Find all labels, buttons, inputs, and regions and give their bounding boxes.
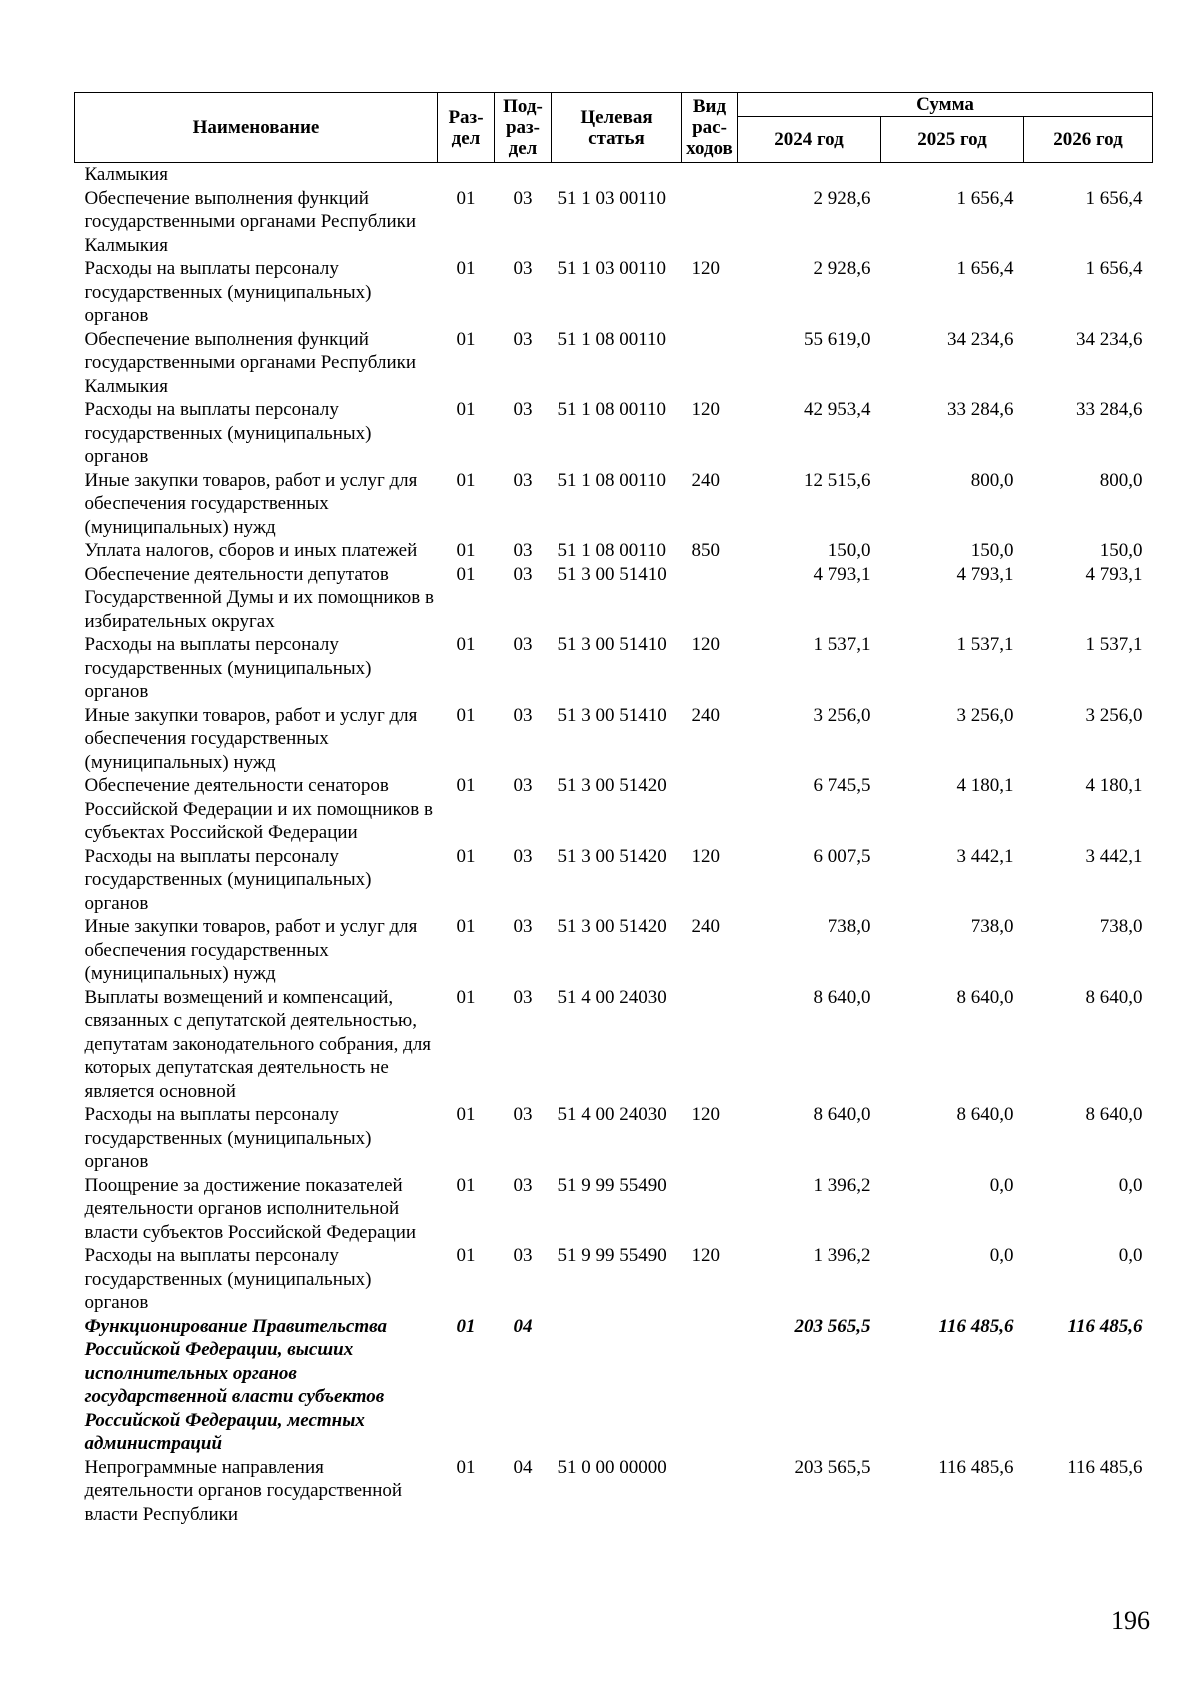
row-sum-2026: 3 256,0	[1085, 704, 1143, 726]
row-sum-2026: 0,0	[1118, 1245, 1143, 1266]
row-razdel: 01	[456, 1456, 476, 1478]
table-row	[75, 986, 1153, 1104]
row-sum-2026: 1 656,4	[1085, 187, 1143, 209]
row-sum-2026: 33 284,6	[1076, 399, 1143, 420]
row-sum-2025: 0,0	[989, 1245, 1014, 1266]
row-target-article: 51 3 00 51420	[557, 775, 667, 796]
table-row	[75, 845, 1153, 916]
table-row	[75, 539, 1153, 563]
row-target-article: 51 3 00 51420	[557, 916, 667, 937]
row-name: Уплата налогов, сборов и иных платежей	[84, 540, 418, 561]
budget-table	[74, 92, 1153, 1526]
row-razdel: 01	[456, 1174, 476, 1196]
row-name: Расходы на выплаты персоналу государственных (муниципальных) органов	[84, 1104, 372, 1172]
row-sum-2026: 4 793,1	[1085, 563, 1143, 585]
row-target-article: 51 9 99 55490	[557, 1245, 667, 1266]
row-expense-type	[682, 1456, 738, 1527]
row-target-article: 51 9 99 55490	[557, 1174, 667, 1196]
row-target-article: 51 3 00 51410	[557, 634, 667, 655]
row-razdel: 01	[456, 1315, 476, 1337]
row-sum-2024: 203 565,5	[794, 1456, 871, 1478]
row-podrazdel: 03	[513, 540, 533, 561]
row-expense-type	[682, 563, 738, 634]
table-header	[75, 93, 1153, 163]
row-name: Обеспечение деятельности сенаторов Российской Федерации и их помощников в субъектах Российской Федерации	[84, 775, 433, 843]
row-sum-2026	[1024, 163, 1153, 187]
row-sum-2024: 55 619,0	[804, 328, 871, 350]
row-sum-2025: 8 640,0	[956, 986, 1014, 1008]
table-row	[75, 1315, 1153, 1456]
page-number: 196	[1111, 1606, 1150, 1635]
table-row	[75, 1456, 1153, 1527]
row-podrazdel: 03	[513, 187, 533, 209]
row-name: Выплаты возмещений и компенсаций, связанных с депутатской деятельностью, депутатам законодательного собрания, для которых депутатская деятельность не является основной	[84, 986, 432, 1102]
row-sum-2026: 116 485,6	[1067, 1456, 1143, 1478]
row-sum-2026: 8 640,0	[1085, 986, 1143, 1008]
row-sum-2025: 4 180,1	[956, 775, 1014, 796]
row-target-article: 51 1 08 00110	[557, 328, 667, 350]
row-sum-2024: 3 256,0	[813, 704, 871, 726]
row-sum-2026: 116 485,6	[1067, 1315, 1143, 1337]
table-row	[75, 1244, 1153, 1315]
row-name: Поощрение за достижение показателей деятельности органов исполнительной власти субъектов Российской Федерации	[84, 1174, 417, 1243]
row-razdel	[438, 163, 495, 187]
row-sum-2026: 0,0	[1118, 1174, 1143, 1196]
row-sum-2025: 0,0	[989, 1174, 1014, 1196]
row-expense-type: 120	[691, 399, 720, 420]
table-row	[75, 704, 1153, 775]
row-razdel: 01	[456, 1245, 476, 1266]
row-name: Иные закупки товаров, работ и услуг для обеспечения государственных (муниципальных) нужд	[84, 704, 418, 773]
row-podrazdel: 04	[513, 1315, 533, 1337]
row-sum-2024: 1 396,2	[813, 1174, 871, 1196]
row-sum-2024: 4 793,1	[813, 563, 871, 585]
row-name: Расходы на выплаты персоналу государственных (муниципальных) органов	[84, 258, 372, 326]
row-sum-2024: 42 953,4	[804, 399, 871, 420]
row-sum-2026: 150,0	[1099, 540, 1143, 561]
row-sum-2026: 34 234,6	[1076, 328, 1143, 350]
row-sum-2025: 8 640,0	[956, 1104, 1014, 1125]
row-razdel: 01	[456, 916, 476, 937]
row-expense-type: 120	[691, 258, 720, 279]
row-target-article	[552, 163, 682, 187]
row-razdel: 01	[456, 634, 476, 655]
row-razdel: 01	[456, 845, 476, 867]
row-podrazdel: 03	[513, 1174, 533, 1196]
row-expense-type: 240	[691, 916, 720, 937]
row-sum-2026: 3 442,1	[1085, 845, 1143, 867]
table-body	[75, 163, 1153, 1527]
row-podrazdel: 04	[513, 1456, 533, 1478]
table-row	[75, 398, 1153, 469]
row-target-article: 51 4 00 24030	[557, 986, 667, 1008]
row-sum-2024: 1 537,1	[813, 634, 871, 655]
row-podrazdel: 03	[513, 634, 533, 655]
row-podrazdel: 03	[513, 1245, 533, 1266]
row-razdel: 01	[456, 469, 476, 491]
row-sum-2025: 3 256,0	[956, 704, 1014, 726]
row-sum-2024: 8 640,0	[813, 986, 871, 1008]
row-target-article: 51 3 00 51410	[557, 704, 667, 726]
row-razdel: 01	[456, 986, 476, 1008]
row-sum-2025: 34 234,6	[947, 328, 1014, 350]
row-target-article	[552, 1315, 682, 1456]
table-row	[75, 774, 1153, 845]
row-name: Расходы на выплаты персоналу государственных (муниципальных) органов	[84, 634, 372, 702]
row-razdel: 01	[456, 328, 476, 350]
row-sum-2026: 8 640,0	[1085, 1104, 1143, 1125]
header-podrazdel: Под- раз- дел	[495, 93, 552, 163]
row-razdel: 01	[456, 775, 476, 796]
row-expense-type: 850	[691, 540, 720, 561]
header-sum: Сумма	[738, 93, 1153, 117]
row-podrazdel: 03	[513, 258, 533, 279]
row-sum-2025: 1 656,4	[956, 187, 1014, 209]
row-podrazdel: 03	[513, 399, 533, 420]
row-sum-2026: 738,0	[1099, 916, 1143, 937]
table-row	[75, 1174, 1153, 1245]
row-razdel: 01	[456, 399, 476, 420]
row-sum-2024: 6 007,5	[813, 845, 871, 867]
row-expense-type	[682, 163, 738, 187]
row-name: Функционирование Правительства Российской Федерации, высших исполнительных органов государственной власти субъектов Российской Федерации, местных администраций	[84, 1315, 387, 1454]
row-podrazdel: 03	[513, 469, 533, 491]
table-row	[75, 187, 1153, 258]
row-sum-2026: 800,0	[1099, 469, 1143, 491]
row-expense-type: 120	[691, 634, 720, 655]
table-row	[75, 563, 1153, 634]
row-sum-2024: 2 928,6	[813, 258, 871, 279]
row-expense-type	[682, 1315, 738, 1456]
row-podrazdel: 03	[513, 328, 533, 350]
row-target-article: 51 1 08 00110	[557, 469, 667, 491]
row-sum-2024: 1 396,2	[813, 1245, 871, 1266]
row-target-article: 51 1 03 00110	[557, 258, 667, 279]
row-name: Иные закупки товаров, работ и услуг для обеспечения государственных (муниципальных) нужд	[84, 469, 418, 538]
table-row	[75, 328, 1153, 399]
row-target-article: 51 1 03 00110	[557, 187, 667, 209]
row-expense-type: 120	[691, 1245, 720, 1266]
row-sum-2025: 1 537,1	[956, 634, 1014, 655]
table-row	[75, 633, 1153, 704]
row-sum-2025: 116 485,6	[938, 1315, 1014, 1337]
row-podrazdel: 03	[513, 986, 533, 1008]
row-expense-type: 120	[691, 845, 720, 867]
header-expense-type: Вид рас- ходов	[682, 93, 738, 163]
row-name: Непрограммные направления деятельности органов государственной власти Республики	[84, 1456, 403, 1525]
row-target-article: 51 1 08 00110	[557, 399, 667, 420]
row-name: Калмыкия	[84, 164, 168, 185]
row-sum-2025: 116 485,6	[938, 1456, 1014, 1478]
header-razdel: Раз- дел	[438, 93, 495, 163]
row-sum-2025	[881, 163, 1024, 187]
header-year-2025: 2025 год	[881, 117, 1024, 163]
header-year-2026: 2026 год	[1024, 117, 1153, 163]
row-podrazdel: 03	[513, 916, 533, 937]
row-podrazdel: 03	[513, 704, 533, 726]
row-target-article: 51 1 08 00110	[557, 540, 667, 561]
table-row	[75, 915, 1153, 986]
row-expense-type	[682, 774, 738, 845]
row-sum-2025: 800,0	[970, 469, 1014, 491]
row-razdel: 01	[456, 540, 476, 561]
row-razdel: 01	[456, 563, 476, 585]
row-expense-type	[682, 1174, 738, 1245]
row-sum-2026: 1 656,4	[1085, 258, 1143, 279]
row-sum-2025: 1 656,4	[956, 258, 1014, 279]
row-name: Обеспечение выполнения функций государственными органами Республики Калмыкия	[84, 328, 417, 397]
row-sum-2024: 203 565,5	[794, 1315, 871, 1337]
row-razdel: 01	[456, 187, 476, 209]
row-sum-2025: 738,0	[970, 916, 1014, 937]
row-sum-2025: 4 793,1	[956, 563, 1014, 585]
header-name: Наименование	[75, 93, 438, 163]
row-sum-2024: 12 515,6	[804, 469, 871, 491]
row-sum-2024: 738,0	[827, 916, 871, 937]
row-podrazdel: 03	[513, 845, 533, 867]
row-expense-type: 120	[691, 1104, 720, 1125]
row-razdel: 01	[456, 1104, 476, 1125]
row-podrazdel: 03	[513, 1104, 533, 1125]
row-razdel: 01	[456, 704, 476, 726]
row-name: Обеспечение деятельности депутатов Государственной Думы и их помощников в избирательных округах	[84, 563, 434, 632]
table-row	[75, 257, 1153, 328]
row-expense-type: 240	[691, 469, 720, 491]
table-row	[75, 163, 1153, 187]
row-sum-2024: 8 640,0	[813, 1104, 871, 1125]
row-name: Расходы на выплаты персоналу государственных (муниципальных) органов	[84, 399, 372, 467]
row-sum-2024: 6 745,5	[813, 775, 871, 796]
row-podrazdel: 03	[513, 775, 533, 796]
row-razdel: 01	[456, 258, 476, 279]
row-sum-2026: 1 537,1	[1085, 634, 1143, 655]
row-target-article: 51 0 00 00000	[557, 1456, 667, 1478]
row-sum-2025: 3 442,1	[956, 845, 1014, 867]
header-year-2024: 2024 год	[738, 117, 881, 163]
row-target-article: 51 4 00 24030	[557, 1104, 667, 1125]
row-expense-type: 240	[691, 704, 720, 726]
row-podrazdel	[495, 163, 552, 187]
row-expense-type	[682, 986, 738, 1104]
row-name: Обеспечение выполнения функций государственными органами Республики Калмыкия	[84, 187, 417, 256]
row-sum-2025: 150,0	[970, 540, 1014, 561]
row-sum-2026: 4 180,1	[1085, 775, 1143, 796]
row-sum-2024: 150,0	[827, 540, 871, 561]
row-podrazdel: 03	[513, 563, 533, 585]
row-name: Расходы на выплаты персоналу государственных (муниципальных) органов	[84, 845, 372, 914]
row-name: Иные закупки товаров, работ и услуг для обеспечения государственных (муниципальных) нужд	[84, 916, 418, 984]
header-target-article: Целевая статья	[552, 93, 682, 163]
row-expense-type	[682, 187, 738, 258]
row-name: Расходы на выплаты персоналу государственных (муниципальных) органов	[84, 1245, 372, 1313]
row-sum-2025: 33 284,6	[947, 399, 1014, 420]
row-sum-2024	[738, 163, 881, 187]
table-row	[75, 1103, 1153, 1174]
row-target-article: 51 3 00 51410	[557, 563, 667, 585]
row-sum-2024: 2 928,6	[813, 187, 871, 209]
row-target-article: 51 3 00 51420	[557, 845, 667, 867]
table-row	[75, 469, 1153, 540]
row-expense-type	[682, 328, 738, 399]
